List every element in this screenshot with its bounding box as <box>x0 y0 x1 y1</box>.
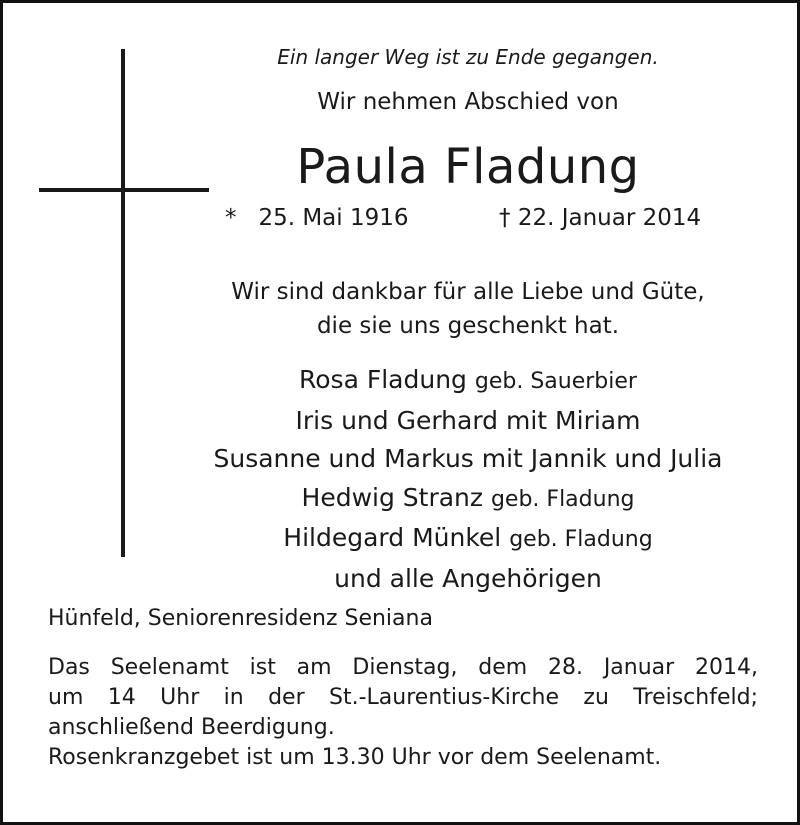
birth-date-line <box>225 205 409 231</box>
mourner-name: Hildegard Münkel <box>283 523 502 553</box>
cross-icon-vertical-bar <box>121 49 125 557</box>
birth-star-icon: * <box>225 205 237 231</box>
mourner-suffix: geb. Fladung <box>490 486 635 512</box>
death-date-line <box>499 205 701 231</box>
mourners-list <box>193 361 743 599</box>
service-line: um 14 Uhr in der St.-Laurentius-Kirche zu Treischfeld; <box>48 685 758 710</box>
service-line: anschließend Beerdigung. <box>48 715 335 740</box>
deceased-name: Paula Fladung <box>296 139 640 195</box>
mourner-name: Rosa Fladung <box>299 365 467 394</box>
death-date: 22. Januar 2014 <box>517 205 702 231</box>
mourner-name: Susanne und Markus mit Jannik und Julia <box>213 444 723 474</box>
thanks-text <box>193 275 743 343</box>
mourner-line <box>193 361 743 402</box>
intro-line: Wir nehmen Abschied von <box>317 89 619 115</box>
service-line: Rosenkranzgebet ist um 13.30 Uhr vor dem Seelenamt. <box>48 745 662 770</box>
mourner-name: Hedwig Stranz <box>301 482 484 512</box>
place-line: Hünfeld, Seniorenresidenz Seniana <box>48 606 433 631</box>
mourner-line <box>193 440 743 479</box>
mourner-name: und alle Angehörigen <box>334 563 602 593</box>
motto: Ein langer Weg ist zu Ende gegangen. <box>277 45 659 69</box>
cross-icon-horizontal-bar <box>39 188 209 192</box>
birth-date: 25. Mai 1916 <box>258 205 409 231</box>
mourner-suffix: geb. Sauerbier <box>474 369 637 394</box>
death-dagger-icon: † <box>499 205 511 231</box>
thanks-line: die sie uns geschenkt hat. <box>316 313 620 339</box>
mourner-line <box>193 479 743 520</box>
mourner-suffix: geb. Fladung <box>509 527 653 553</box>
mourner-line <box>193 560 743 599</box>
mourner-line <box>193 402 743 441</box>
mourner-name: Iris und Gerhard mit Miriam <box>295 405 641 435</box>
service-details <box>48 653 758 773</box>
mourner-line <box>193 519 743 560</box>
service-line: Das Seelenamt ist am Dienstag, dem 28. Januar 2014, <box>48 655 758 680</box>
thanks-line: Wir sind dankbar für alle Liebe und Güte, <box>231 279 705 305</box>
